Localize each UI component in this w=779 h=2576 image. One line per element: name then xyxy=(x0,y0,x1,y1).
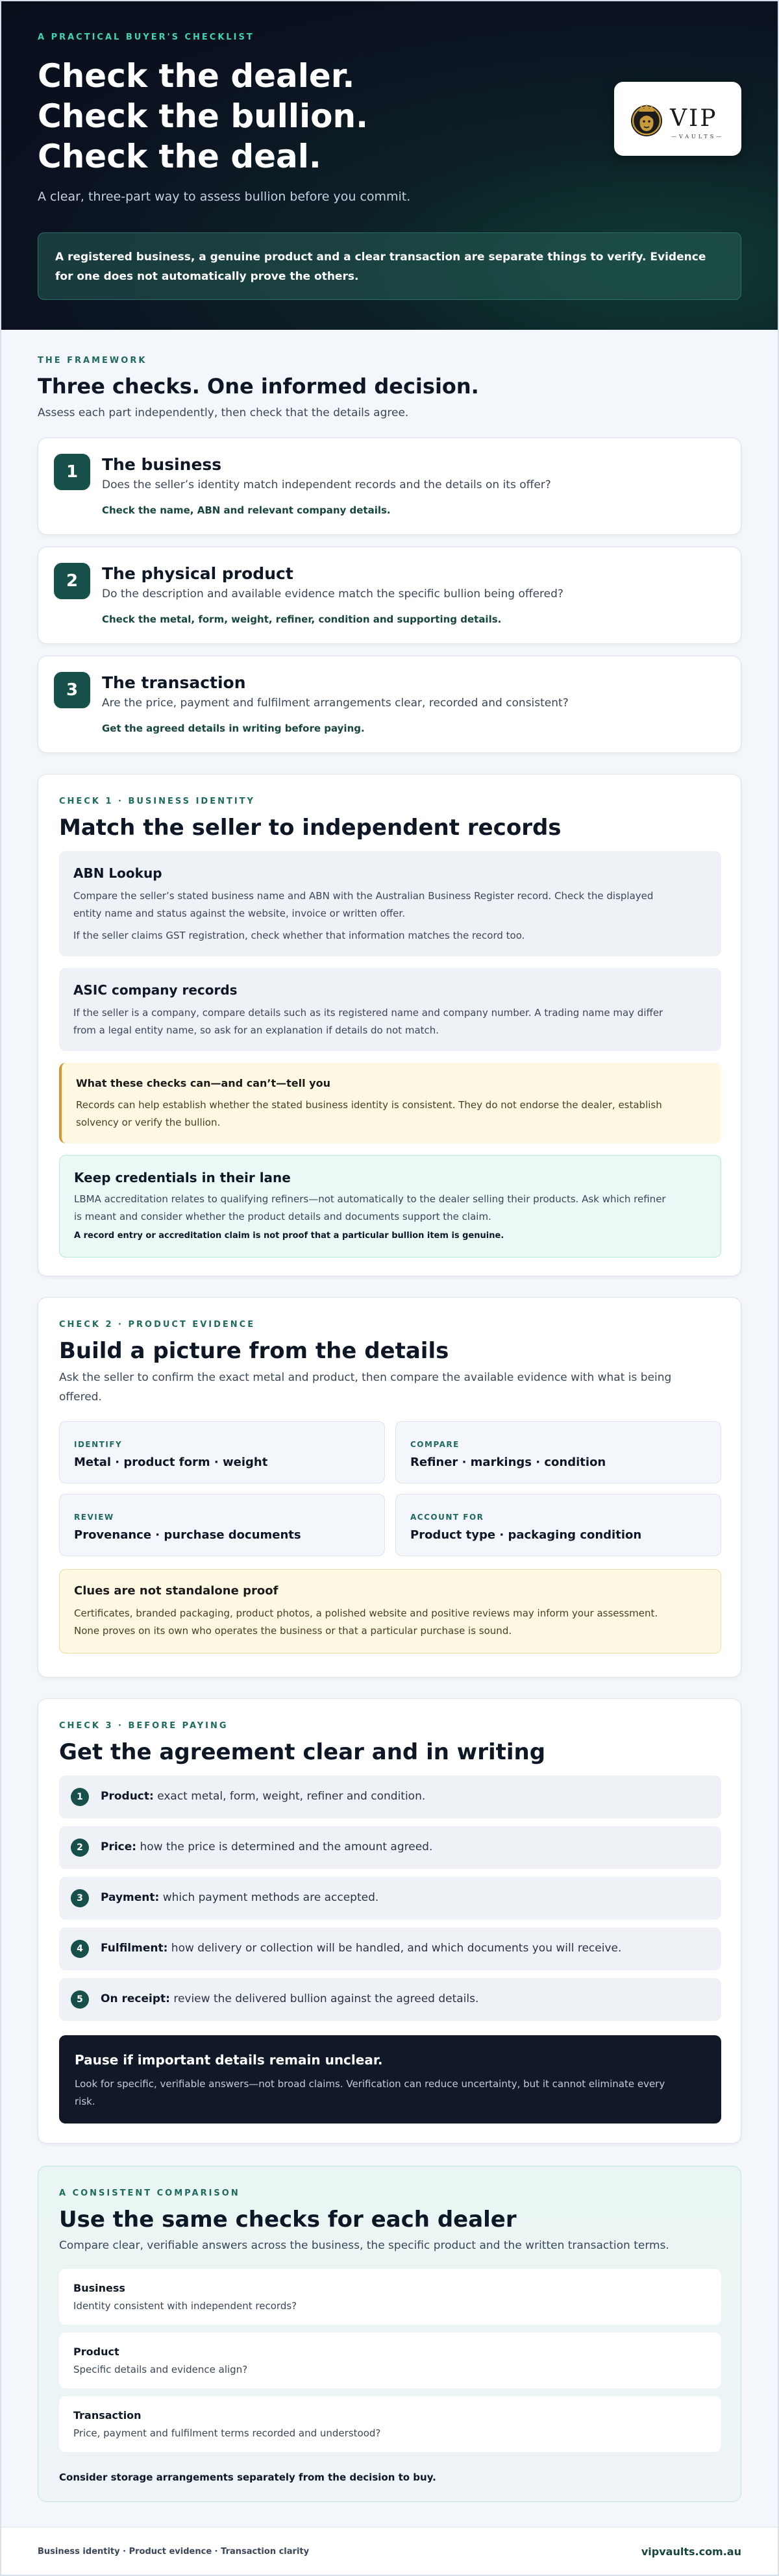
abn-lookup-gst-note: If the seller claims GST registration, check whether that information matches the record too. xyxy=(73,930,525,941)
tile-label: ACCOUNT FOR xyxy=(410,1513,484,1522)
framework-subtitle: Assess each part independently, then check that the details agree. xyxy=(38,406,409,419)
step-number: 3 xyxy=(71,1889,89,1907)
step-label: Product: xyxy=(101,1790,154,1803)
step-number: 1 xyxy=(71,1788,89,1806)
step-number-badge: 3 xyxy=(54,672,90,708)
comparison-note: Consider storage arrangements separately from the decision to buy. xyxy=(59,2471,436,2483)
comparison-item-business xyxy=(59,2269,721,2325)
framework-item-action: Check the name, ABN and relevant company details. xyxy=(102,504,391,516)
evidence-tile-compare xyxy=(395,1421,721,1483)
agreement-step xyxy=(59,1826,721,1869)
pause-title: Pause if important details remain unclear. xyxy=(75,2052,383,2068)
limits-warning-text-line: solvency or verify the bullion. xyxy=(76,1117,221,1128)
limits-warning-title: What these checks can—and can’t—tell you xyxy=(76,1077,330,1089)
limits-warning-box xyxy=(59,1063,721,1143)
evidence-tile-review xyxy=(59,1494,385,1556)
comparison-item-text: Identity consistent with independent records? xyxy=(73,2300,297,2312)
step-text xyxy=(101,1790,425,1803)
hero-subtitle: A clear, three-part way to assess bullion before you commit. xyxy=(38,190,411,204)
framework-card-transaction xyxy=(38,656,741,753)
step-text xyxy=(101,1840,432,1853)
comparison-card xyxy=(38,2166,741,2502)
framework-item-title: The transaction xyxy=(102,673,246,692)
check2-subtitle-line: Ask the seller to confirm the exact metal and product, then compare the available evidence with what is being xyxy=(59,1371,672,1384)
hero-title-line: Check the deal. xyxy=(38,138,321,175)
step-number: 4 xyxy=(71,1940,89,1958)
credentials-text-line: LBMA accreditation relates to qualifying refiners—not automatically to the dealer selling their products. Ask which refiner xyxy=(74,1193,666,1205)
credentials-title: Keep credentials in their lane xyxy=(74,1170,291,1185)
evidence-tile-identify xyxy=(59,1421,385,1483)
abn-lookup-text-line: Compare the seller’s stated business name and ABN with the Australian Business Register record. Check the displayed xyxy=(73,890,654,902)
step-label: Payment: xyxy=(101,1891,160,1904)
check3-title: Get the agreement clear and in writing xyxy=(59,1739,546,1765)
step-label: Fulfilment: xyxy=(101,1942,168,1955)
credentials-note: A record entry or accreditation claim is not proof that a particular bullion item is genuine. xyxy=(74,1231,504,1241)
clues-title: Clues are not standalone proof xyxy=(74,1584,278,1598)
comparison-item-title: Product xyxy=(73,2346,119,2358)
comparison-item-text: Specific details and evidence align? xyxy=(73,2364,248,2375)
asic-records-text-line: If the seller is a company, compare details such as its registered name and company number. A trading name may differ xyxy=(73,1007,663,1019)
check2-card xyxy=(38,1297,741,1678)
check2-title: Build a picture from the details xyxy=(59,1338,449,1364)
pause-text-line: risk. xyxy=(75,2096,95,2107)
framework-item-title: The physical product xyxy=(102,564,293,583)
agreement-step xyxy=(59,1776,721,1818)
framework-title: Three checks. One informed decision. xyxy=(38,374,479,399)
hero xyxy=(1,1,778,330)
logo-subtext: —VAULTS— xyxy=(671,134,724,140)
comparison-item-title: Business xyxy=(73,2282,125,2294)
step-number-badge: 2 xyxy=(54,563,90,599)
framework-item-action: Check the metal, form, weight, refiner, condition and supporting details. xyxy=(102,613,502,625)
check3-card xyxy=(38,1698,741,2144)
check1-title: Match the seller to independent records xyxy=(59,815,562,841)
step-text xyxy=(101,1992,478,2005)
step-detail: how delivery or collection will be handled, and which documents you will receive. xyxy=(167,1942,622,1955)
footer xyxy=(1,2527,778,2576)
logo-wordmark: VIP xyxy=(670,105,718,132)
step-text xyxy=(101,1942,621,1955)
framework-card-business xyxy=(38,438,741,535)
agreement-step xyxy=(59,1927,721,1970)
check1-eyebrow: CHECK 1 · BUSINESS IDENTITY xyxy=(59,797,255,806)
comparison-title: Use the same checks for each dealer xyxy=(59,2207,517,2233)
asic-records-title: ASIC company records xyxy=(73,982,238,998)
comparison-item-transaction xyxy=(59,2396,721,2452)
check2-subtitle-line: offered. xyxy=(59,1391,102,1404)
framework-item-desc: Do the description and available evidence match the specific bullion being offered? xyxy=(102,588,563,601)
framework-item-desc: Does the seller’s identity match independent records and the details on its offer? xyxy=(102,478,551,491)
vip-vaults-logo[interactable] xyxy=(614,82,741,156)
tile-value: Product type · packaging condition xyxy=(410,1528,642,1542)
credentials-text-line: is meant and consider whether the product details and documents support the claim. xyxy=(74,1211,491,1222)
hero-callout: A registered business, a genuine product and a clear transaction are separate things to verify. Evidence for one does not automatically prove the others. xyxy=(38,232,741,300)
check1-card xyxy=(38,774,741,1276)
framework-item-desc: Are the price, payment and fulfilment arrangements clear, recorded and consistent? xyxy=(102,697,569,710)
tile-value: Provenance · purchase documents xyxy=(74,1528,301,1542)
framework-item-action: Get the agreed details in writing before paying. xyxy=(102,723,365,734)
step-text xyxy=(101,1891,378,1904)
hero-title xyxy=(38,56,544,177)
step-detail: exact metal, form, weight, refiner and condition. xyxy=(153,1790,426,1803)
step-detail: which payment methods are accepted. xyxy=(159,1891,379,1904)
tile-label: COMPARE xyxy=(410,1440,460,1449)
limits-warning-text-line: Records can help establish whether the stated business identity is consistent. They do not endorse the dealer, establish xyxy=(76,1099,662,1111)
pause-box xyxy=(59,2035,721,2124)
clues-box xyxy=(59,1569,721,1653)
footer-website-link[interactable]: vipvaults.com.au xyxy=(641,2545,741,2558)
comparison-item-title: Transaction xyxy=(73,2409,142,2421)
clues-text-line: None proves on its own who operates the business or that a particular purchase is sound. xyxy=(74,1625,512,1637)
comparison-item-text: Price, payment and fulfilment terms recorded and understood? xyxy=(73,2427,381,2439)
hero-title-line: Check the bullion. xyxy=(38,97,369,135)
clues-text-line: Certificates, branded packaging, product photos, a polished website and positive reviews may inform your assessment. xyxy=(74,1607,658,1619)
step-label: Price: xyxy=(101,1840,137,1853)
step-number: 5 xyxy=(71,1990,89,2009)
step-number: 2 xyxy=(71,1839,89,1857)
comparison-eyebrow: A CONSISTENT COMPARISON xyxy=(59,2188,240,2198)
check3-eyebrow: CHECK 3 · BEFORE PAYING xyxy=(59,1721,229,1731)
step-label: On receipt: xyxy=(101,1992,170,2005)
footer-tagline: Business identity · Product evidence · Transaction clarity xyxy=(38,2547,310,2557)
tile-value: Refiner · markings · condition xyxy=(410,1455,606,1469)
lion-emblem-icon xyxy=(628,100,665,139)
agreement-step xyxy=(59,1877,721,1920)
comparison-subtitle: Compare clear, verifiable answers across the business, the specific product and the written transaction terms. xyxy=(59,2239,669,2252)
step-number-badge: 1 xyxy=(54,454,90,490)
evidence-tile-account-for xyxy=(395,1494,721,1556)
check2-eyebrow: CHECK 2 · PRODUCT EVIDENCE xyxy=(59,1320,256,1330)
agreement-step xyxy=(59,1978,721,2021)
hero-title-line: Check the dealer. xyxy=(38,57,355,95)
abn-lookup-title: ABN Lookup xyxy=(73,865,162,881)
tile-label: REVIEW xyxy=(74,1513,114,1522)
abn-lookup-text-line: entity name and status against the website, invoice or written offer. xyxy=(73,908,405,919)
abn-lookup-box xyxy=(59,851,721,956)
credentials-box xyxy=(59,1155,721,1257)
tile-value: Metal · product form · weight xyxy=(74,1455,268,1469)
hero-eyebrow: A PRACTICAL BUYER'S CHECKLIST xyxy=(38,32,254,42)
framework-card-product xyxy=(38,547,741,644)
framework-eyebrow: THE FRAMEWORK xyxy=(38,356,147,365)
tile-label: IDENTIFY xyxy=(74,1440,123,1449)
step-detail: how the price is determined and the amount agreed. xyxy=(136,1840,433,1853)
framework-item-title: The business xyxy=(102,455,222,474)
pause-text-line: Look for specific, verifiable answers—not broad claims. Verification can reduce uncertainty, but it cannot eliminate every xyxy=(75,2078,665,2090)
comparison-item-product xyxy=(59,2333,721,2388)
asic-records-text-line: from a legal entity name, so ask for an explanation if details do not match. xyxy=(73,1024,439,1036)
step-detail: review the delivered bullion against the agreed details. xyxy=(169,1992,479,2005)
asic-records-box xyxy=(59,968,721,1051)
